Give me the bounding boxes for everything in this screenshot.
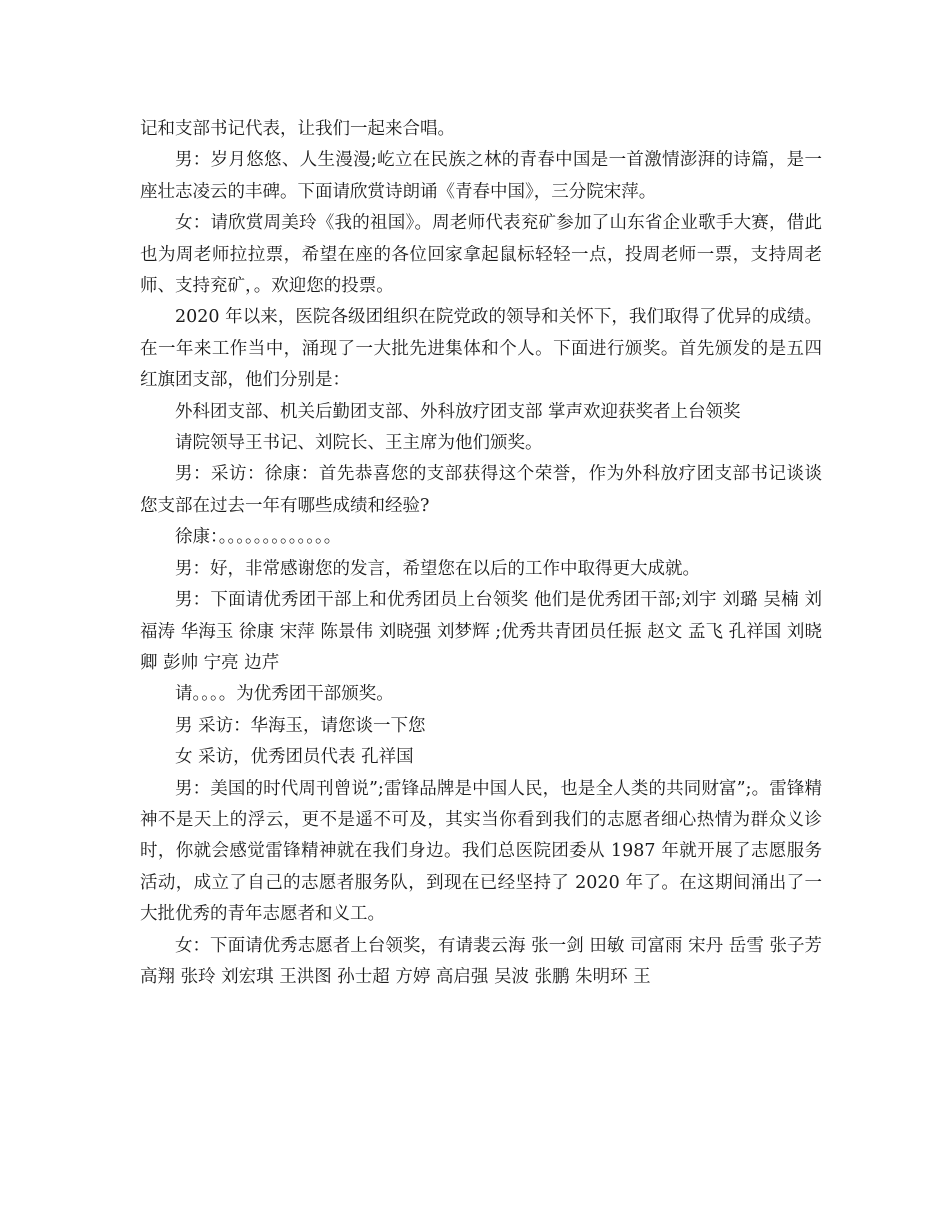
paragraph-song-intro: 女：请欣赏周美玲《我的祖国》。周老师代表兖矿参加了山东省企业歌手大赛，借此也为周老师拉拉票，希望在座的各位回家拿起鼠标轻轻一点，投周老师一票，支持周老师、支持兖矿，。欢迎您的投票。: [140, 213, 822, 297]
paragraph-achievements: 2020 年以来，医院各级团组织在院党政的领导和关怀下，我们取得了优异的成绩。在一年来工作当中，涌现了一大批先进集体和个人。下面进行颁奖。首先颁发的是五四红旗团支部，他们分别是：: [140, 307, 822, 391]
paragraph-interview-question: 男：采访：徐康：首先恭喜您的支部获得这个荣誉，作为外科放疗团支部书记谈谈您支部在过去一年有哪些成绩和经验?: [140, 464, 822, 516]
paragraph-volunteers: 女：下面请优秀志愿者上台领奖，有请裴云海 张一剑 田敏 司富雨 宋丹 岳雪 张子芳 高翔 张玲 刘宏琪 王洪图 孙士超 方婷 高启强 吴波 张鹏 朱明环 王: [140, 935, 822, 987]
paragraph-thanks: 男：好，非常感谢您的发言，希望您在以后的工作中取得更大成就。: [175, 558, 700, 579]
paragraph-award-branches: 外科团支部、机关后勤团支部、外科放疗团支部 掌声欢迎获奖者上台领奖: [175, 401, 741, 422]
paragraph-interview-answer: 徐康：。。。。。。。。。。。。。: [175, 527, 342, 548]
paragraph-poem-intro: 男：岁月悠悠、人生漫漫;屹立在民族之林的青春中国是一首激情澎湃的诗篇，是一座壮志凌云的丰碑。下面请欣赏诗朗诵《青春中国》，三分院宋萍。: [140, 150, 822, 202]
paragraph-interview-member: 女 采访，优秀团员代表 孔祥国: [175, 747, 414, 768]
paragraph-interview-cadre: 男 采访：华海玉，请您谈一下您: [175, 715, 426, 736]
paragraph-continuation: 记和支部书记代表，让我们一起来合唱。: [140, 119, 455, 139]
paragraph-lei-feng: 男：美国的时代周刊曾说”;雷锋品牌是中国人民，也是全人类的共同财富”;。雷锋精神不是天上的浮云，更不是遥不可及，其实当你看到我们的志愿者细心热情为群众义诊时，你就会感觉雷锋精神就在我们身边。我们总医院团委从 1987 年就开展了志愿服务活动，成立了自己的志愿者服务队，到现在已经坚持了 2020 年了。在这期间涌出了一大批优秀的青年志愿者和义工。: [140, 778, 822, 925]
document-body: [140, 114, 822, 993]
paragraph-award-presenters: 请院领导王书记、刘院长、王主席为他们颁奖。: [175, 433, 543, 454]
paragraph-outstanding-cadres: 男：下面请优秀团干部上和优秀团员上台领奖 他们是优秀团干部;刘宇 刘璐 吴楠 刘福涛 华海玉 徐康 宋萍 陈景伟 刘晓强 刘梦辉 ;优秀共青团员任振 赵文 孟飞 孔祥国 刘晓卿 彭帅 宁亮 边芹: [140, 590, 822, 673]
paragraph-cadre-presenter: 请。。。。为优秀团干部颁奖。: [175, 684, 394, 705]
